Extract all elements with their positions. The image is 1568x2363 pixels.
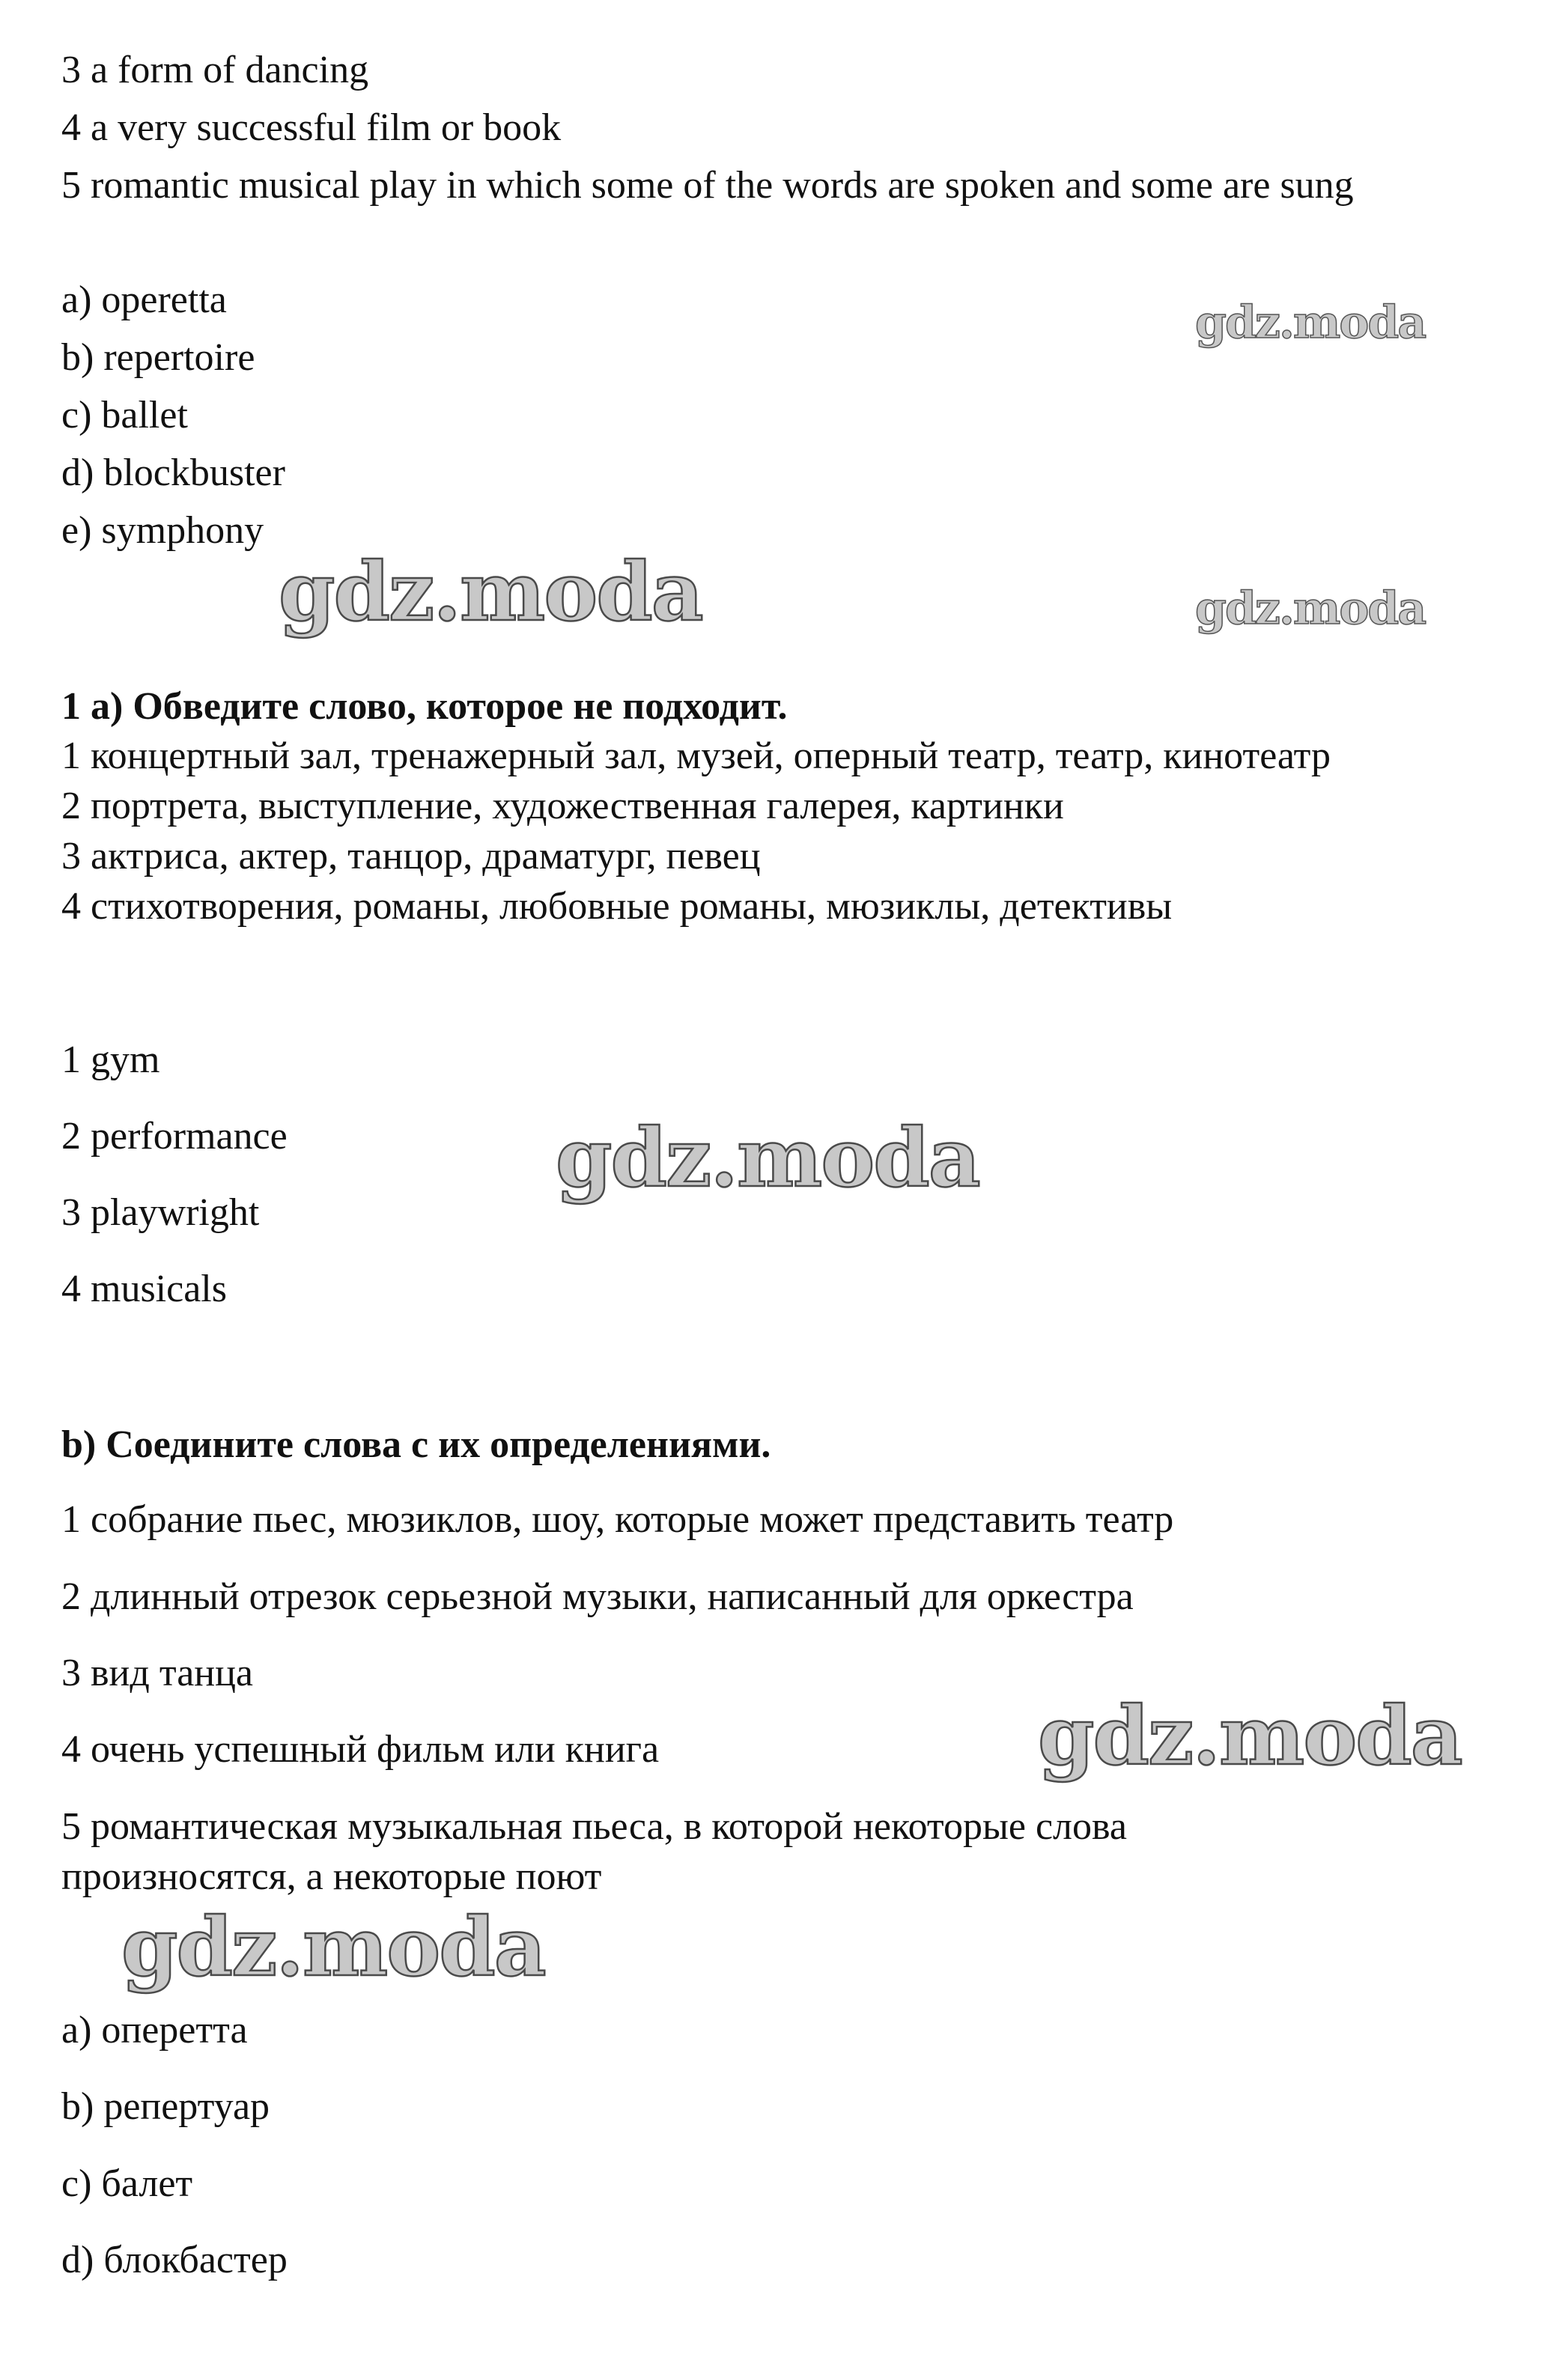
definition-line: 5 romantic musical play in which some of the words are spoken and some are sung (61, 164, 1354, 207)
option-line: b) repertoire (61, 336, 255, 379)
task-a-answer: 1 gym (61, 1038, 160, 1081)
watermark: gdz.moda (1195, 296, 1426, 349)
task-b-definition-continued: произносятся, а некоторые поют (61, 1855, 602, 1898)
task-b-option: b) репертуар (61, 2085, 270, 2128)
task-b-definition: 1 собрание пьес, мюзиклов, шоу, которые может представить театр (61, 1498, 1174, 1541)
task-b-option: d) блокбастер (61, 2239, 288, 2281)
option-line: c) ballet (61, 394, 188, 437)
task-a-answer: 3 playwright (61, 1191, 260, 1234)
task-a-answer: 4 musicals (61, 1268, 227, 1310)
task-a-item: 3 актриса, актер, танцор, драматург, певец (61, 835, 761, 878)
task-b-heading: b) Соедините слова с их определениями. (61, 1423, 771, 1466)
task-a-item: 2 портрета, выступление, художественная галерея, картинки (61, 785, 1064, 827)
watermark: gdz.moda (121, 1900, 545, 1995)
task-b-definition: 4 очень успешный фильм или книга (61, 1728, 660, 1771)
definition-line: 3 a form of dancing (61, 49, 369, 91)
watermark: gdz.moda (1195, 583, 1426, 635)
task-a-answer: 2 performance (61, 1115, 288, 1158)
watermark: gdz.moda (279, 545, 702, 639)
task-a-heading: 1 a) Обведите слово, которое не подходит. (61, 685, 788, 728)
task-b-definition: 2 длинный отрезок серьезной музыки, написанный для оркестра (61, 1575, 1134, 1618)
option-line: e) symphony (61, 509, 264, 552)
task-b-option: a) оперетта (61, 2009, 248, 2052)
option-line: d) blockbuster (61, 451, 285, 494)
task-b-option: c) балет (61, 2162, 193, 2205)
task-a-item: 1 концертный зал, тренажерный зал, музей, оперный театр, театр, кинотеатр (61, 735, 1331, 777)
watermark: gdz.moda (1038, 1689, 1462, 1783)
definition-line: 4 a very successful film or book (61, 106, 562, 149)
watermark: gdz.moda (556, 1111, 979, 1205)
task-a-item: 4 стихотворения, романы, любовные романы, мюзиклы, детективы (61, 885, 1173, 928)
option-line: a) operetta (61, 279, 227, 321)
task-b-definition: 3 вид танца (61, 1652, 254, 1694)
task-b-definition: 5 романтическая музыкальная пьеса, в которой некоторые слова (61, 1805, 1127, 1848)
